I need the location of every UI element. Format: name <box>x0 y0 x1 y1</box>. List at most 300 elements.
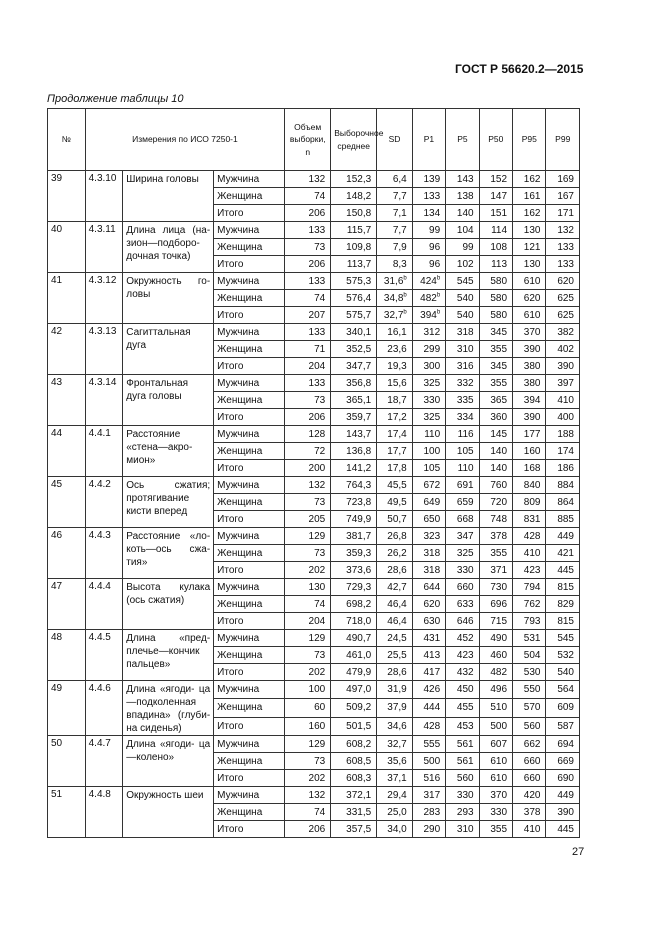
value-cell: 540 <box>446 307 479 324</box>
value-cell: 580 <box>479 273 512 290</box>
value-cell: 815 <box>546 579 580 596</box>
value-cell: 96 <box>412 256 445 273</box>
value-cell: 650 <box>412 511 445 528</box>
value-cell: 660 <box>513 753 546 770</box>
value-cell: 115,7 <box>331 222 377 239</box>
value-cell: 139 <box>412 171 445 188</box>
sex-label: Женщина <box>214 494 285 511</box>
table-row <box>48 426 580 443</box>
value-cell: 162 <box>513 171 546 188</box>
value-cell: 423 <box>446 647 479 664</box>
value-cell: 764,3 <box>331 477 377 494</box>
table-row <box>48 736 580 753</box>
value-cell: 7,9 <box>377 239 413 256</box>
value-cell: 504 <box>513 647 546 664</box>
value-cell: 378 <box>513 804 546 821</box>
value-cell: 206 <box>285 256 331 273</box>
iso-code: 4.4.3 <box>85 528 123 579</box>
value-cell: 356,8 <box>331 375 377 392</box>
value-cell: 633 <box>446 596 479 613</box>
value-cell: 72 <box>285 443 331 460</box>
value-cell: 110 <box>446 460 479 477</box>
table-header-row <box>48 109 580 171</box>
standard-designation: ГОСТ Р 56620.2—2015 <box>455 62 584 76</box>
value-cell: 26,2 <box>377 545 413 562</box>
measurement-name: Длина лица (на- зион—подборо- дочная точка) <box>123 222 214 273</box>
value-cell: 46,4 <box>377 613 413 630</box>
iso-code: 4.3.14 <box>85 375 123 426</box>
value-cell: 420 <box>513 787 546 804</box>
value-cell: 378 <box>479 528 512 545</box>
value-cell: 133 <box>285 273 331 290</box>
value-cell: 74 <box>285 596 331 613</box>
value-cell: 147 <box>479 188 512 205</box>
value-cell: 390 <box>513 341 546 358</box>
page-number: 27 <box>572 846 585 858</box>
value-cell: 698,2 <box>331 596 377 613</box>
value-cell: 610 <box>513 273 546 290</box>
value-cell: 110 <box>412 426 445 443</box>
table-body <box>48 171 580 838</box>
sex-label: Женщина <box>214 596 285 613</box>
value-cell: 293 <box>446 804 479 821</box>
value-cell: 162 <box>513 205 546 222</box>
value-cell: 424$^b$ <box>412 273 445 290</box>
value-cell: 460 <box>479 647 512 664</box>
value-cell: 608,5 <box>331 753 377 770</box>
value-cell: 500 <box>412 753 445 770</box>
value-cell: 428 <box>513 528 546 545</box>
iso-code: 4.4.2 <box>85 477 123 528</box>
value-cell: 28,6 <box>377 664 413 681</box>
value-cell: 206 <box>285 205 331 222</box>
iso-code: 4.4.7 <box>85 736 123 787</box>
value-cell: 37,1 <box>377 770 413 787</box>
value-cell: 330 <box>446 562 479 579</box>
value-cell: 161 <box>513 188 546 205</box>
sex-label: Женщина <box>214 753 285 770</box>
col-header-p99: P99 <box>546 109 580 171</box>
value-cell: 132 <box>285 787 331 804</box>
value-cell: 370 <box>479 787 512 804</box>
value-cell: 560 <box>446 770 479 787</box>
value-cell: 500 <box>479 717 512 735</box>
row-number: 47 <box>48 579 86 630</box>
sex-label: Итого <box>214 205 285 222</box>
value-cell: 829 <box>546 596 580 613</box>
row-number: 44 <box>48 426 86 477</box>
value-cell: 450 <box>446 681 479 699</box>
value-cell: 352,5 <box>331 341 377 358</box>
value-cell: 660 <box>446 579 479 596</box>
value-cell: 15,6 <box>377 375 413 392</box>
value-cell: 132 <box>546 222 580 239</box>
iso-code: 4.3.12 <box>85 273 123 324</box>
sex-label: Женщина <box>214 443 285 460</box>
sex-label: Мужчина <box>214 528 285 545</box>
value-cell: 202 <box>285 770 331 787</box>
value-cell: 6,4 <box>377 171 413 188</box>
value-cell: 143,7 <box>331 426 377 443</box>
row-number: 49 <box>48 681 86 736</box>
sex-label: Итого <box>214 409 285 426</box>
value-cell: 340,1 <box>331 324 377 341</box>
value-cell: 749,9 <box>331 511 377 528</box>
value-cell: 29,4 <box>377 787 413 804</box>
value-cell: 630 <box>412 613 445 630</box>
footnote-marker: b <box>403 292 407 299</box>
footnote-marker: b <box>436 292 441 299</box>
value-cell: 200 <box>285 460 331 477</box>
value-cell: 283 <box>412 804 445 821</box>
value-cell: 330 <box>446 787 479 804</box>
value-cell: 576,4 <box>331 290 377 307</box>
value-cell: 129 <box>285 630 331 647</box>
value-cell: 884 <box>546 477 580 494</box>
value-cell: 25,0 <box>377 804 413 821</box>
value-cell: 169 <box>546 171 580 188</box>
value-cell: 345 <box>479 358 512 375</box>
value-cell: 7,7 <box>377 188 413 205</box>
value-cell: 550 <box>513 681 546 699</box>
measurement-name: Окружность го- ловы <box>123 273 214 324</box>
value-cell: 7,1 <box>377 205 413 222</box>
value-cell: 620 <box>546 273 580 290</box>
row-number: 45 <box>48 477 86 528</box>
col-header-p50: P50 <box>479 109 512 171</box>
value-cell: 18,7 <box>377 392 413 409</box>
value-cell: 382 <box>546 324 580 341</box>
value-cell: 74 <box>285 188 331 205</box>
measurement-name: Длина «пред- плечье—кончик пальцев» <box>123 630 214 681</box>
iso-code: 4.4.1 <box>85 426 123 477</box>
sex-label: Мужчина <box>214 273 285 290</box>
table-row <box>48 528 580 545</box>
value-cell: 325 <box>412 375 445 392</box>
value-cell: 625 <box>546 307 580 324</box>
value-cell: 646 <box>446 613 479 630</box>
value-cell: 143 <box>446 171 479 188</box>
table-row <box>48 171 580 188</box>
value-cell: 73 <box>285 392 331 409</box>
value-cell: 359,7 <box>331 409 377 426</box>
sex-label: Мужчина <box>214 787 285 804</box>
value-cell: 490 <box>479 630 512 647</box>
col-header-sd: SD <box>377 109 413 171</box>
col-header-measurement: Измерения по ИСО 7250-1 <box>85 109 285 171</box>
value-cell: 141,2 <box>331 460 377 477</box>
value-cell: 417 <box>412 664 445 681</box>
value-cell: 644 <box>412 579 445 596</box>
value-cell: 99 <box>446 239 479 256</box>
value-cell: 151 <box>479 205 512 222</box>
value-cell: 105 <box>412 460 445 477</box>
sex-label: Итого <box>214 460 285 477</box>
value-cell: 73 <box>285 239 331 256</box>
iso-code: 4.4.4 <box>85 579 123 630</box>
value-cell: 17,8 <box>377 460 413 477</box>
value-cell: 130 <box>513 222 546 239</box>
value-cell: 31,6$^b$ <box>377 273 413 290</box>
value-cell: 380 <box>513 358 546 375</box>
value-cell: 482 <box>479 664 512 681</box>
value-cell: 100 <box>285 681 331 699</box>
value-cell: 73 <box>285 545 331 562</box>
value-cell: 74 <box>285 804 331 821</box>
value-cell: 718,0 <box>331 613 377 630</box>
value-cell: 660 <box>513 770 546 787</box>
value-cell: 455 <box>446 699 479 717</box>
value-cell: 381,7 <box>331 528 377 545</box>
value-cell: 530 <box>513 664 546 681</box>
value-cell: 130 <box>285 579 331 596</box>
measurement-name: Расстояние «стена—акро- мион» <box>123 426 214 477</box>
value-cell: 444 <box>412 699 445 717</box>
value-cell: 133 <box>412 188 445 205</box>
value-cell: 347 <box>446 528 479 545</box>
value-cell: 60 <box>285 699 331 717</box>
value-cell: 840 <box>513 477 546 494</box>
table-row <box>48 324 580 341</box>
row-number: 50 <box>48 736 86 787</box>
value-cell: 129 <box>285 736 331 753</box>
sex-label: Мужчина <box>214 477 285 494</box>
value-cell: 575,7 <box>331 307 377 324</box>
value-cell: 357,5 <box>331 821 377 838</box>
row-number: 48 <box>48 630 86 681</box>
value-cell: 188 <box>546 426 580 443</box>
value-cell: 380 <box>513 375 546 392</box>
value-cell: 696 <box>479 596 512 613</box>
measurement-name: Сагиттальная дуга <box>123 324 214 375</box>
value-cell: 748 <box>479 511 512 528</box>
value-cell: 34,6 <box>377 717 413 735</box>
value-cell: 510 <box>479 699 512 717</box>
col-header-p1: P1 <box>412 109 445 171</box>
value-cell: 160 <box>285 717 331 735</box>
sex-label: Мужчина <box>214 222 285 239</box>
value-cell: 114 <box>479 222 512 239</box>
value-cell: 204 <box>285 613 331 630</box>
value-cell: 25,5 <box>377 647 413 664</box>
value-cell: 428 <box>412 717 445 735</box>
value-cell: 370 <box>513 324 546 341</box>
value-cell: 132 <box>285 477 331 494</box>
sex-label: Итого <box>214 770 285 787</box>
value-cell: 49,5 <box>377 494 413 511</box>
value-cell: 121 <box>513 239 546 256</box>
value-cell: 202 <box>285 562 331 579</box>
value-cell: 760 <box>479 477 512 494</box>
value-cell: 31,9 <box>377 681 413 699</box>
value-cell: 8,3 <box>377 256 413 273</box>
value-cell: 372,1 <box>331 787 377 804</box>
value-cell: 202 <box>285 664 331 681</box>
value-cell: 128 <box>285 426 331 443</box>
value-cell: 136,8 <box>331 443 377 460</box>
value-cell: 625 <box>546 290 580 307</box>
value-cell: 390 <box>546 358 580 375</box>
value-cell: 73 <box>285 494 331 511</box>
value-cell: 46,4 <box>377 596 413 613</box>
value-cell: 355 <box>479 375 512 392</box>
sex-label: Мужчина <box>214 375 285 392</box>
table-row <box>48 579 580 596</box>
value-cell: 410 <box>513 821 546 838</box>
row-number: 40 <box>48 222 86 273</box>
value-cell: 793 <box>513 613 546 630</box>
value-cell: 140 <box>479 460 512 477</box>
value-cell: 7,7 <box>377 222 413 239</box>
value-cell: 133 <box>285 324 331 341</box>
value-cell: 445 <box>546 562 580 579</box>
value-cell: 133 <box>285 222 331 239</box>
value-cell: 330 <box>479 804 512 821</box>
value-cell: 482$^b$ <box>412 290 445 307</box>
footnote-marker: b <box>403 275 407 282</box>
value-cell: 402 <box>546 341 580 358</box>
value-cell: 42,7 <box>377 579 413 596</box>
value-cell: 34,8$^b$ <box>377 290 413 307</box>
value-cell: 831 <box>513 511 546 528</box>
value-cell: 365,1 <box>331 392 377 409</box>
value-cell: 397 <box>546 375 580 392</box>
sex-label: Женщина <box>214 647 285 664</box>
value-cell: 608,2 <box>331 736 377 753</box>
value-cell: 610 <box>479 753 512 770</box>
value-cell: 206 <box>285 821 331 838</box>
value-cell: 564 <box>546 681 580 699</box>
value-cell: 461,0 <box>331 647 377 664</box>
value-cell: 355 <box>479 341 512 358</box>
value-cell: 74 <box>285 290 331 307</box>
value-cell: 545 <box>446 273 479 290</box>
value-cell: 73 <box>285 647 331 664</box>
value-cell: 555 <box>412 736 445 753</box>
value-cell: 449 <box>546 787 580 804</box>
value-cell: 509,2 <box>331 699 377 717</box>
value-cell: 390 <box>546 804 580 821</box>
measurement-name: Окружность шеи <box>123 787 214 838</box>
value-cell: 113,7 <box>331 256 377 273</box>
col-header-sample-size: Объем выборки, n <box>285 109 331 171</box>
value-cell: 17,4 <box>377 426 413 443</box>
sex-label: Итого <box>214 562 285 579</box>
sex-label: Мужчина <box>214 736 285 753</box>
sex-label: Мужчина <box>214 630 285 647</box>
value-cell: 174 <box>546 443 580 460</box>
value-cell: 99 <box>412 222 445 239</box>
sex-label: Итого <box>214 717 285 735</box>
iso-code: 4.4.8 <box>85 787 123 838</box>
value-cell: 300 <box>412 358 445 375</box>
value-cell: 50,7 <box>377 511 413 528</box>
value-cell: 109,8 <box>331 239 377 256</box>
table-row <box>48 681 580 699</box>
value-cell: 186 <box>546 460 580 477</box>
value-cell: 373,6 <box>331 562 377 579</box>
value-cell: 449 <box>546 528 580 545</box>
value-cell: 410 <box>513 545 546 562</box>
iso-code: 4.3.11 <box>85 222 123 273</box>
value-cell: 318 <box>412 562 445 579</box>
measurement-name: Ширина головы <box>123 171 214 222</box>
value-cell: 177 <box>513 426 546 443</box>
value-cell: 325 <box>412 409 445 426</box>
sex-label: Женщина <box>214 699 285 717</box>
measurement-name: Длина «ягоди- ца—колено» <box>123 736 214 787</box>
sex-label: Женщина <box>214 341 285 358</box>
value-cell: 607 <box>479 736 512 753</box>
value-cell: 669 <box>546 753 580 770</box>
row-number: 51 <box>48 787 86 838</box>
value-cell: 133 <box>546 239 580 256</box>
value-cell: 17,7 <box>377 443 413 460</box>
value-cell: 150,8 <box>331 205 377 222</box>
iso-code: 4.4.6 <box>85 681 123 736</box>
value-cell: 690 <box>546 770 580 787</box>
row-number: 42 <box>48 324 86 375</box>
value-cell: 100 <box>412 443 445 460</box>
table-row <box>48 630 580 647</box>
value-cell: 432 <box>446 664 479 681</box>
value-cell: 365 <box>479 392 512 409</box>
value-cell: 132 <box>285 171 331 188</box>
sex-label: Итого <box>214 613 285 630</box>
value-cell: 145 <box>479 426 512 443</box>
value-cell: 16,1 <box>377 324 413 341</box>
value-cell: 815 <box>546 613 580 630</box>
value-cell: 423 <box>513 562 546 579</box>
sex-label: Итого <box>214 307 285 324</box>
value-cell: 659 <box>446 494 479 511</box>
value-cell: 561 <box>446 736 479 753</box>
value-cell: 394 <box>513 392 546 409</box>
footnote-marker: b <box>436 275 441 282</box>
value-cell: 762 <box>513 596 546 613</box>
value-cell: 540 <box>446 290 479 307</box>
table-caption: Продолжение таблицы 10 <box>47 93 184 105</box>
value-cell: 864 <box>546 494 580 511</box>
value-cell: 317 <box>412 787 445 804</box>
value-cell: 668 <box>446 511 479 528</box>
value-cell: 133 <box>285 375 331 392</box>
value-cell: 168 <box>513 460 546 477</box>
value-cell: 34,0 <box>377 821 413 838</box>
value-cell: 355 <box>479 545 512 562</box>
value-cell: 152,3 <box>331 171 377 188</box>
value-cell: 347,7 <box>331 358 377 375</box>
value-cell: 133 <box>546 256 580 273</box>
value-cell: 794 <box>513 579 546 596</box>
value-cell: 116 <box>446 426 479 443</box>
iso-code: 4.4.5 <box>85 630 123 681</box>
value-cell: 316 <box>446 358 479 375</box>
value-cell: 715 <box>479 613 512 630</box>
value-cell: 140 <box>446 205 479 222</box>
value-cell: 501,5 <box>331 717 377 735</box>
row-number: 43 <box>48 375 86 426</box>
sex-label: Женщина <box>214 545 285 562</box>
sex-label: Мужчина <box>214 681 285 699</box>
value-cell: 610 <box>513 307 546 324</box>
value-cell: 207 <box>285 307 331 324</box>
value-cell: 561 <box>446 753 479 770</box>
value-cell: 691 <box>446 477 479 494</box>
row-number: 46 <box>48 528 86 579</box>
row-number: 39 <box>48 171 86 222</box>
table-row <box>48 787 580 804</box>
